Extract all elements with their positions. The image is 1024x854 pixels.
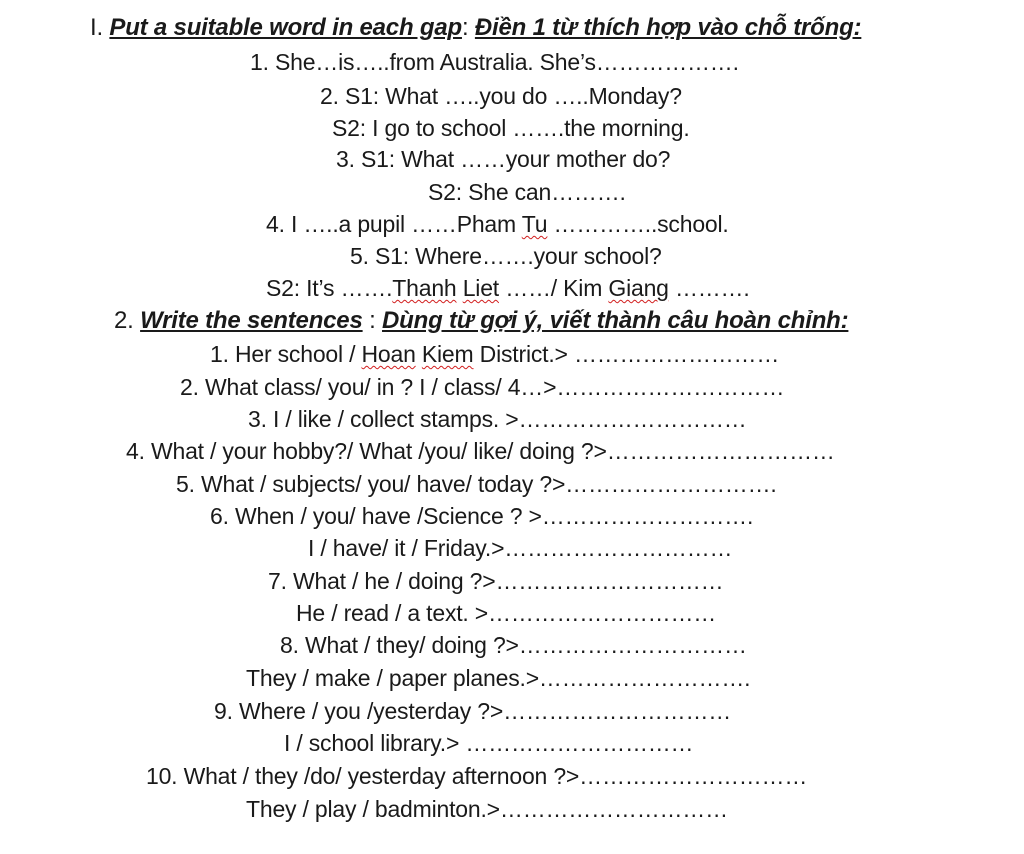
section-2-line-6: 6. When / you/ have /Science ? >………………………. [210,503,754,529]
spell-flagged-word: Tu [521,211,548,237]
section-1-title-en: Put a suitable word in each gap [109,14,462,41]
section-1-colon: : [461,14,475,41]
section-1-line-2: 2. S1: What …..you do …..Monday? [320,83,682,109]
section-1-line-4: 3. S1: What ……your mother do? [336,146,671,172]
section-2-line-2: 2. What class/ you/ in ? I / class/ 4…>………………………… [180,374,785,400]
section-1-heading [90,14,861,42]
section-2-line-9: He / read / a text. >………………………… [296,600,717,626]
section-2-title-en: Write the sentences [140,307,363,334]
spell-flagged-word: Hoan [361,341,416,367]
spell-flagged-word: Liet [462,275,499,301]
section-2-number: 2. [114,307,141,334]
section-1-line-8-part-c: ………. [668,275,750,301]
section-1-number: I. [90,14,110,41]
section-1-line-8-part-b: ……/ Kim [499,275,609,301]
section-2-line-1-part-a: 1. Her school / [210,341,362,367]
section-2-line-1 [210,340,779,368]
section-2-line-15: They / play / badminton.>………………………… [246,796,728,822]
spell-flagged-word: Kiem [421,341,474,367]
section-1-line-5: S2: She can………. [428,179,626,205]
section-2-line-8: 7. What / he / doing ?>………………………… [268,568,724,594]
section-1-line-6-part-b: …………..school. [547,211,729,237]
section-2-line-4: 4. What / your hobby?/ What /you/ like/ doing ?>………………………… [126,438,835,464]
spell-flagged-word: Giang [608,275,669,301]
section-1-line-6 [266,210,729,238]
spell-flagged-word: Thanh [392,275,457,301]
section-2-line-12: 9. Where / you /yesterday ?>………………………… [214,698,732,724]
section-1-line-8 [266,274,750,302]
section-1-line-3: S2: I go to school …….the morning. [332,115,690,141]
section-2-line-11: They / make / paper planes.>………………………. [246,665,751,691]
section-2-title-vi: Dùng từ gợi ý, viết thành câu hoàn chỉnh: [382,307,849,334]
section-2-line-14: 10. What / they /do/ yesterday afternoon ?>………………………… [146,763,808,789]
section-2-heading [114,307,848,335]
section-2-line-10: 8. What / they/ doing ?>………………………… [280,632,747,658]
section-1-line-8-part-a: S2: It’s ……. [266,275,393,301]
section-1-line-7: 5. S1: Where…….your school? [350,243,662,269]
section-1-title-vi: Điền 1 từ thích hợp vào chỗ trống: [474,14,862,41]
section-1-line-6-part-a: 4. I …..a pupil ……Pham [266,211,522,237]
section-2-line-5: 5. What / subjects/ you/ have/ today ?>………………………. [176,471,777,497]
section-2-line-7: I / have/ it / Friday.>………………………… [308,535,733,561]
section-2-line-1-part-b: District.> ……………………… [473,341,780,367]
section-2-line-3: 3. I / like / collect stamps. >………………………… [248,406,747,432]
section-2-colon: : [362,307,383,334]
section-1-line-1: 1. She…is…..from Australia. She’s………………. [250,49,739,75]
section-2-line-13: I / school library.> ………………………… [284,730,694,756]
